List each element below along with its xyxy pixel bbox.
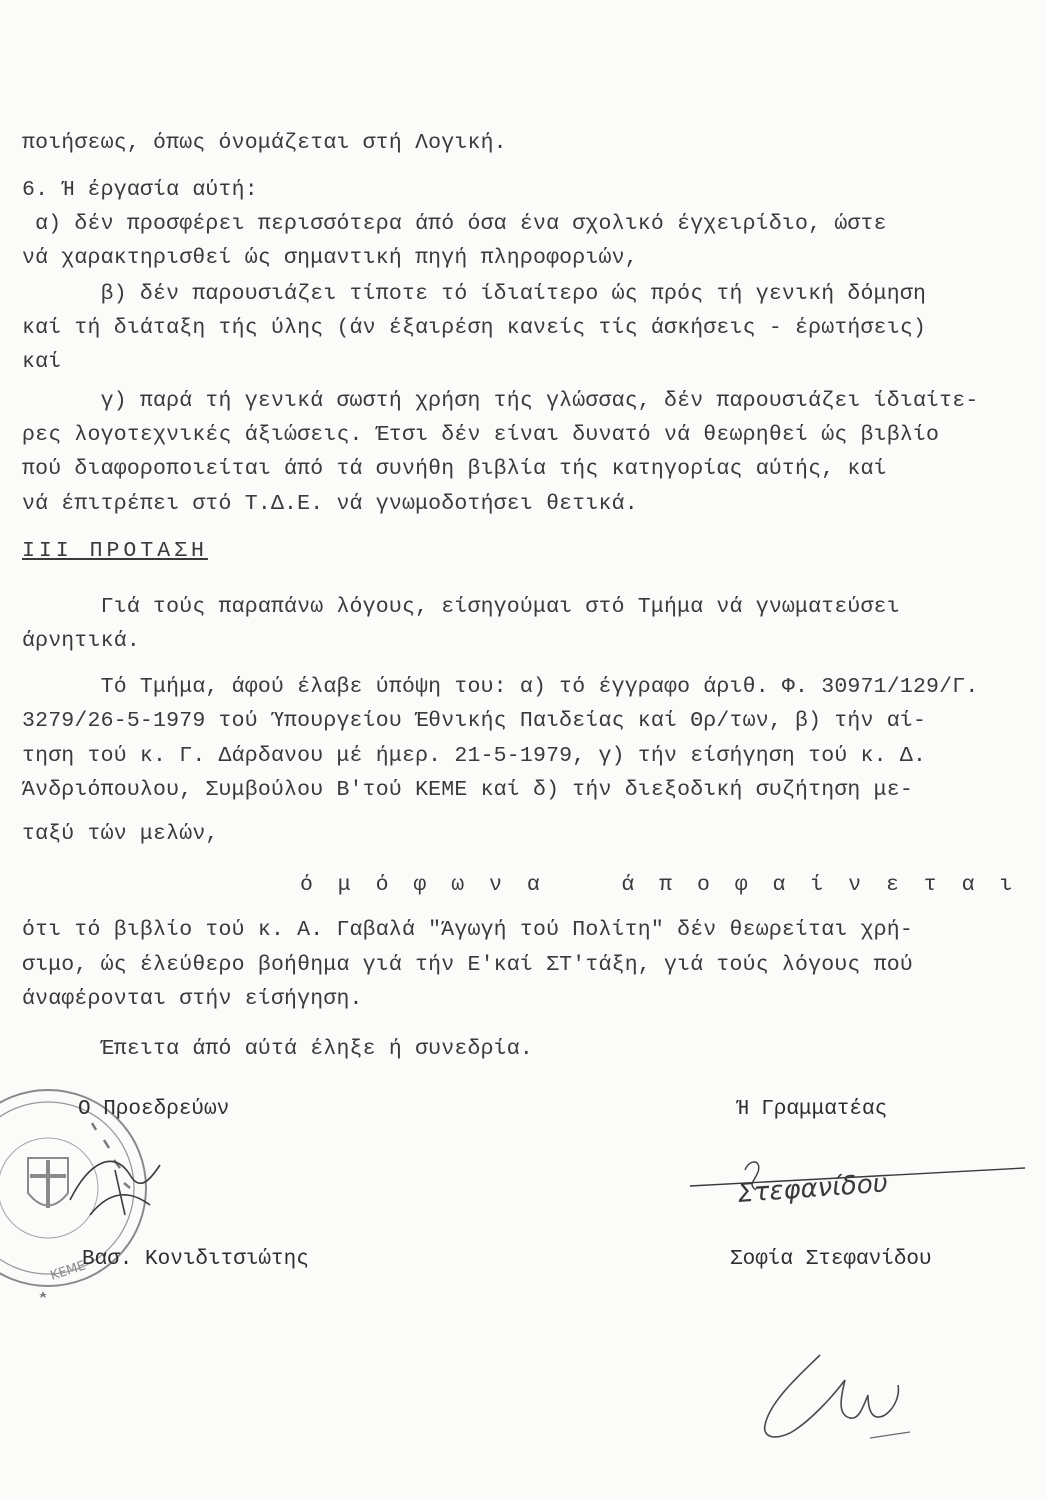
decision-text: ό μ ό φ ω ν α ά π ο φ α ί ν ε τ α ι	[300, 873, 1019, 897]
text-line: γ) παρά τή γενικά σωστή χρήση τής γλώσσας, δέν παρουσιάζει ίδιαίτε-	[22, 389, 979, 413]
chairman-signature-icon	[60, 1120, 170, 1230]
text-line: β) δέν παρουσιάζει τίποτε τό ίδιαίτερο ώς πρός τή γενική δόμηση	[22, 282, 927, 306]
secretary-signature-icon	[690, 1150, 1030, 1220]
text-line: σιμο, ώς έλεύθερο βοήθημα γιά τήν Ε'καί ΣΤ'τάξη, γιά τούς λόγους πού	[22, 953, 913, 977]
text-line: ρες λογοτεχνικές άξιώσεις. Έτσι δέν είναι δυνατό νά θεωρηθεί ώς βιβλίο	[22, 423, 940, 447]
text-line: ότι τό βιβλίο τού κ. Α. Γαβαλά "Άγωγή τού Πολίτη" δέν θεωρείται χρή-	[22, 918, 913, 942]
seal-label: ΚΕΜΕ	[48, 1258, 88, 1284]
section-heading: III ΠΡΟΤΑΣΗ	[22, 539, 208, 563]
text-line: άναφέρονται στήν είσήγηση.	[22, 987, 363, 1011]
text-line: τηση τού κ. Γ. Δάρδανου μέ ήμερ. 21-5-1979, γ) τήν είσήγηση τού κ. Δ.	[22, 744, 927, 768]
text-line: ποιήσεως, όπως όνομάζεται στή Λογική.	[22, 131, 507, 155]
secretary-name: Σοφία Στεφανίδου	[730, 1248, 932, 1271]
text-line: 6. Ή έργασία αύτή:	[22, 178, 258, 202]
text-line: νά χαρακτηρισθεί ώς σημαντική πηγή πληροφοριών,	[22, 246, 638, 270]
text-line: Άνδριόπουλου, Συμβούλου Β'τού ΚΕΜΕ καί δ) τήν διεξοδική συζήτηση με-	[22, 778, 913, 802]
chairman-name: Βασ. Κονιδιτσιώτης	[82, 1248, 309, 1271]
text-line: Γιά τούς παραπάνω λόγους, είσηγούμαι στό Τμήμα νά γνωματεύσει	[22, 595, 900, 619]
text-line: καί τή διάταξη τής ύλης (άν έξαιρέση κανείς τίς άσκήσεις - έρωτήσεις)	[22, 316, 927, 340]
signature-handwriting: Στεφανίδου	[736, 1168, 889, 1209]
text-line: καί	[22, 350, 62, 374]
text-line: Έπειτα άπό αύτά έληξε ή συνεδρία.	[22, 1037, 533, 1061]
text-line: άρνητικά.	[22, 629, 140, 653]
text-line: Τό Τμήμα, άφού έλαβε ύπόψη του: α) τό έγγραφο άριθ. Φ. 30971/129/Γ.	[22, 675, 979, 699]
chairman-role: Ο Προεδρεύων	[78, 1098, 230, 1121]
secretary-role: Ή Γραμματέας	[736, 1098, 888, 1121]
text-line: ταξύ τών μελών,	[22, 822, 219, 846]
text-line: 3279/26-5-1979 τού Ύπουργείου Έθνικής Παιδείας καί Θρ/των, β) τήν αί-	[22, 709, 927, 733]
initials-signature-icon	[750, 1340, 920, 1450]
text-line: α) δέν προσφέρει περισσότερα άπό όσα ένα σχολικό έγχειρίδιο, ώστε	[22, 212, 887, 236]
text-line: πού διαφοροποιείται άπό τά συνήθη βιβλία τής κατηγορίας αύτής, καί	[22, 457, 887, 481]
text-line: νά έπιτρέπει στό Τ.Δ.Ε. νά γνωμοδοτήσει θετικά.	[22, 492, 638, 516]
